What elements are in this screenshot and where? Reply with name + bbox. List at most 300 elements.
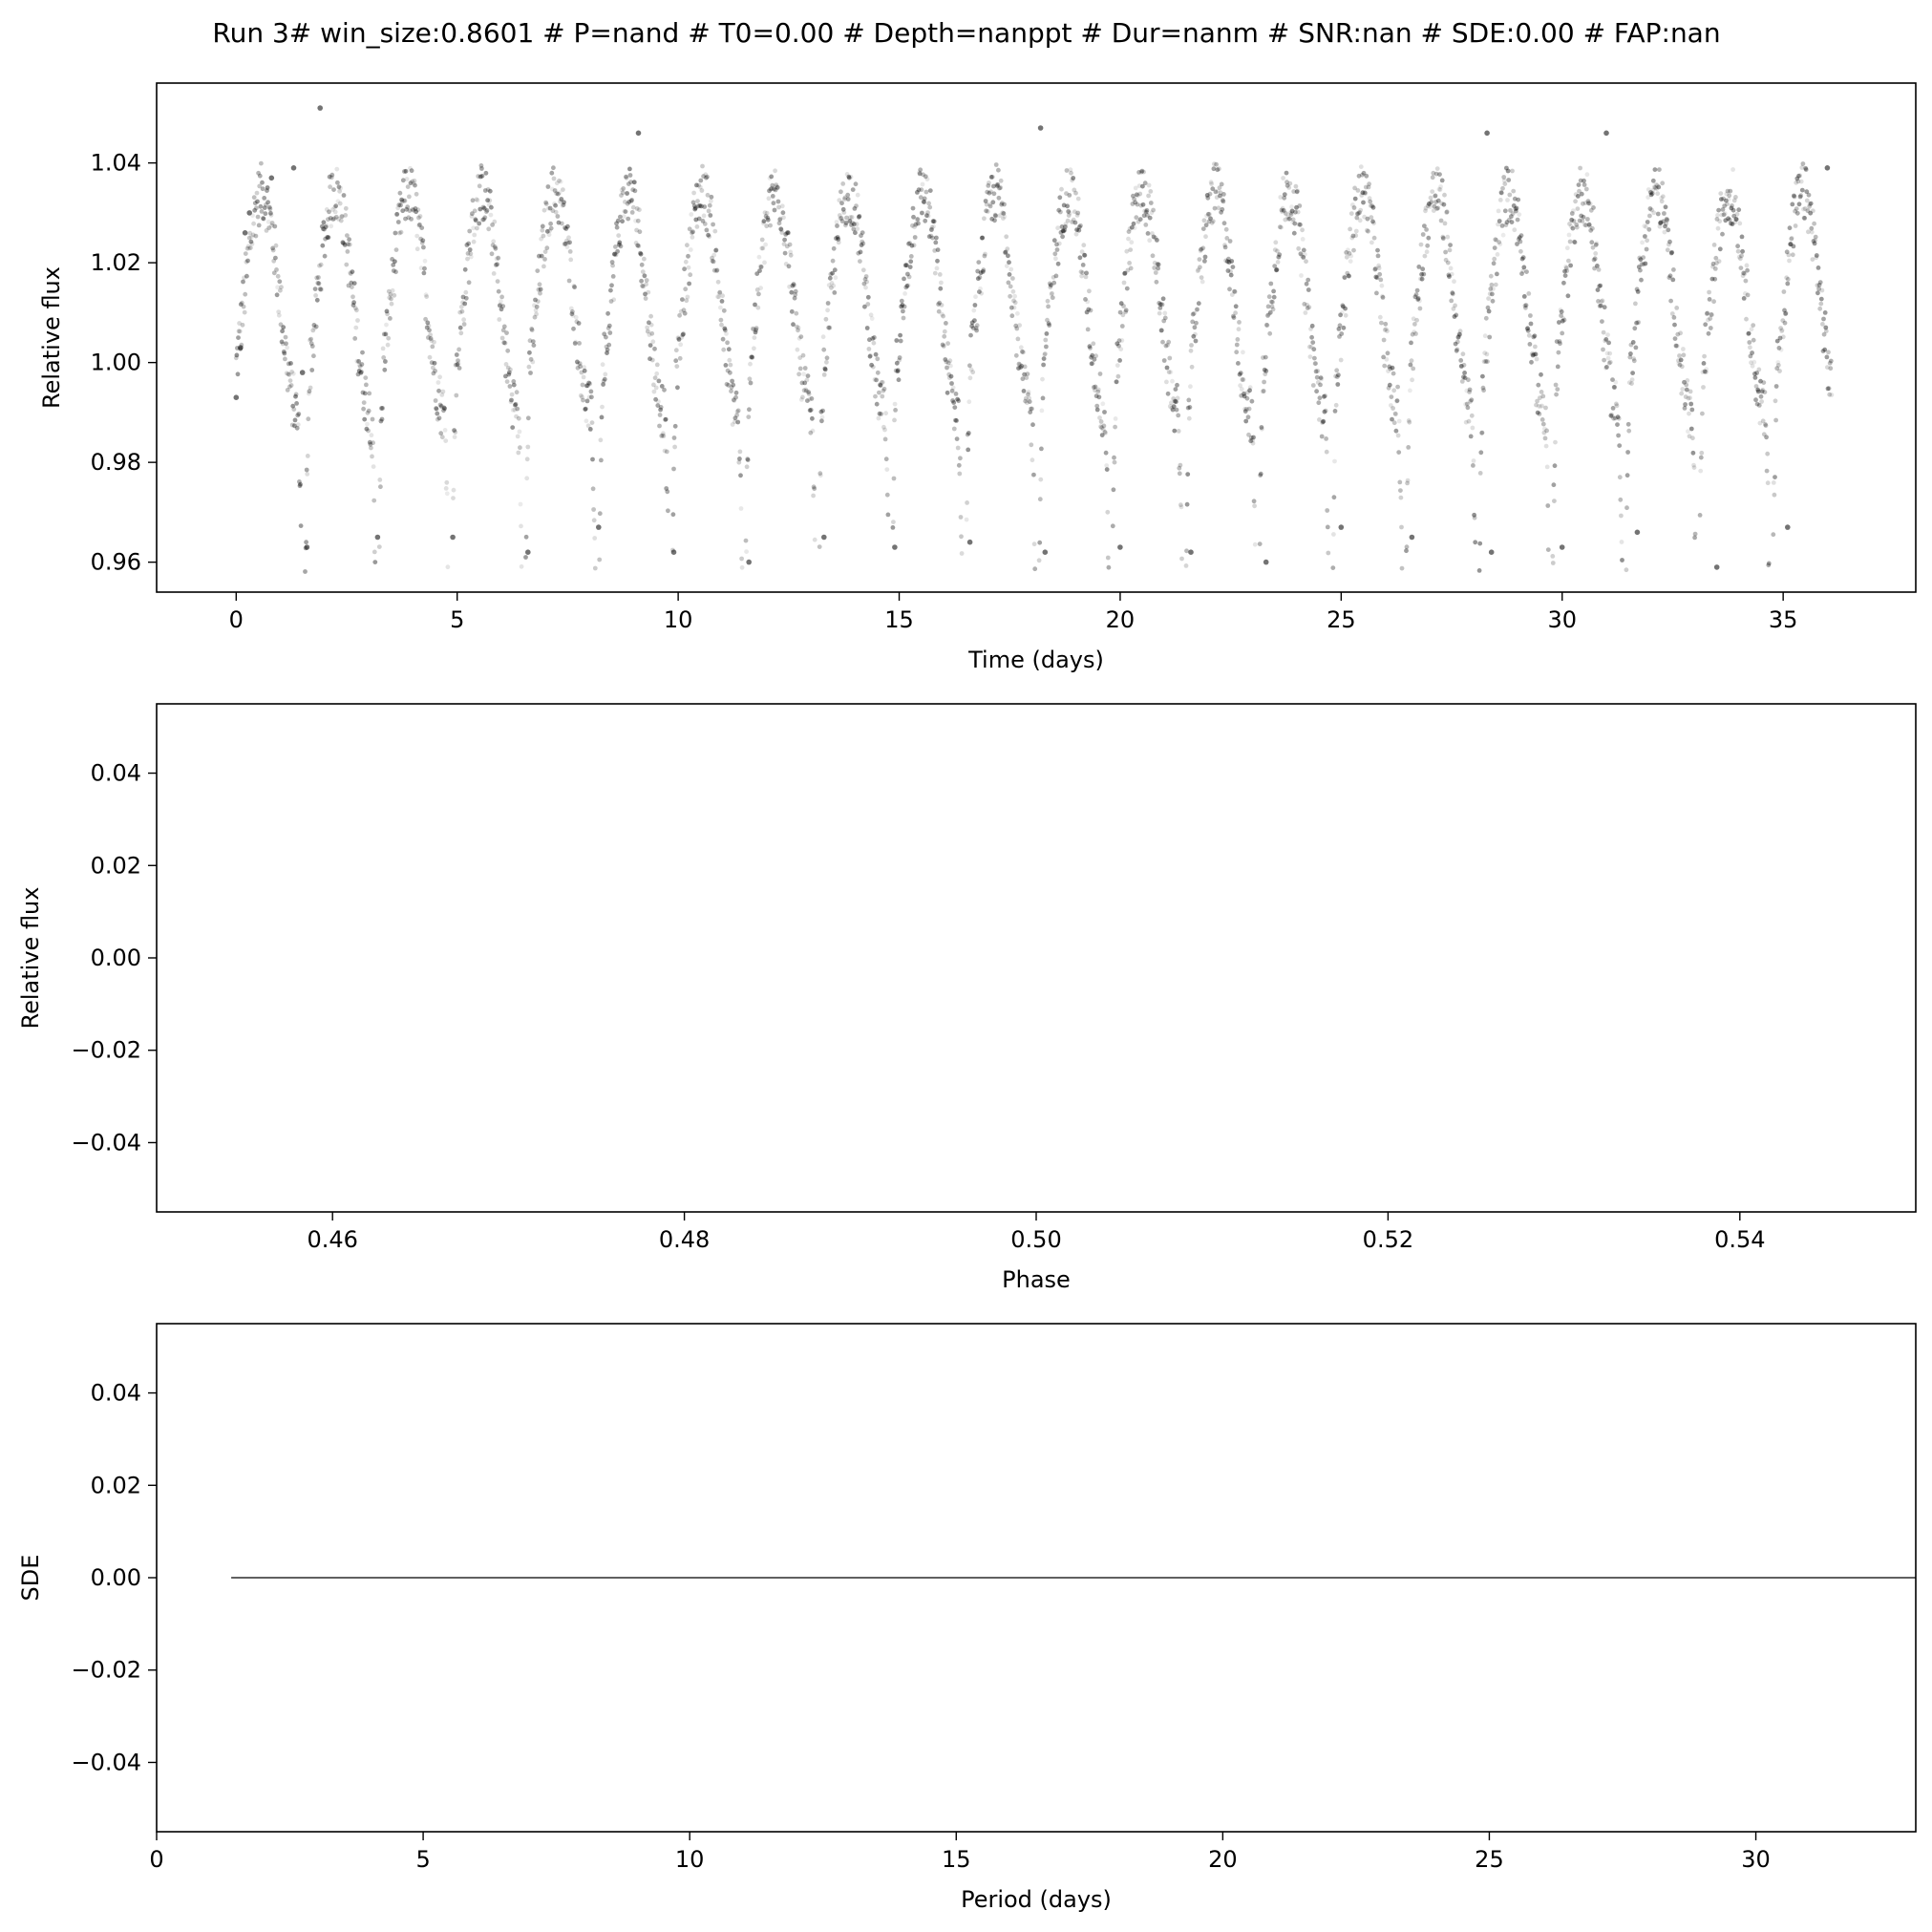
periodogram-y-tick-label: −0.04	[71, 1749, 141, 1776]
lightcurve-point	[1441, 236, 1446, 241]
lightcurve-point	[1392, 420, 1397, 425]
lightcurve-point	[1312, 356, 1317, 361]
lightcurve-point	[1375, 248, 1380, 253]
lightcurve-point	[1798, 193, 1803, 198]
lightcurve-point	[902, 316, 906, 321]
lightcurve-point	[1546, 547, 1551, 552]
lightcurve-point	[458, 326, 463, 330]
lightcurve-point	[1088, 346, 1093, 350]
lightcurve-point	[1492, 261, 1497, 265]
lightcurve-point	[1148, 216, 1153, 221]
lightcurve-point	[345, 233, 350, 238]
lightcurve-point	[1198, 257, 1202, 262]
lightcurve-point	[959, 515, 964, 520]
lightcurve-point	[432, 340, 436, 345]
lightcurve-point	[1816, 265, 1821, 270]
lightcurve-point	[765, 211, 770, 216]
lightcurve-point	[1320, 435, 1325, 439]
lightcurve-point	[711, 260, 716, 265]
lightcurve-point	[1197, 301, 1201, 306]
lightcurve-point	[427, 328, 432, 332]
lightcurve-point	[319, 263, 324, 267]
lightcurve-point	[1325, 508, 1329, 513]
lightcurve-point	[393, 231, 398, 236]
lightcurve-point	[362, 417, 367, 422]
lightcurve-point	[712, 229, 717, 234]
lightcurve-point	[1634, 346, 1639, 350]
lightcurve-point	[735, 420, 740, 425]
lightcurve-point	[973, 303, 978, 308]
lightcurve-point	[1117, 358, 1122, 363]
lightcurve-point	[467, 280, 472, 285]
lightcurve-point	[885, 493, 890, 498]
lightcurve-point	[1453, 304, 1457, 308]
lightcurve-point	[1554, 393, 1559, 397]
lightcurve-point	[544, 202, 549, 206]
lightcurve-point	[456, 348, 461, 352]
lightcurve-point	[923, 197, 927, 202]
lightcurve-point	[304, 540, 308, 544]
lightcurve-point	[1055, 247, 1060, 252]
lightcurve-point	[1060, 234, 1065, 239]
lightcurve-point	[462, 322, 467, 327]
lightcurve-point	[257, 223, 262, 228]
lightcurve-point	[858, 259, 862, 264]
lightcurve-point	[391, 288, 395, 293]
lightcurve-point	[1010, 276, 1015, 281]
lightcurve-point	[775, 185, 780, 190]
lightcurve-point	[468, 247, 473, 252]
lightcurve-point	[876, 371, 881, 375]
lightcurve-point	[1674, 306, 1679, 310]
lightcurve-point	[1242, 377, 1246, 382]
lightcurve-point	[475, 226, 479, 231]
lightcurve-point	[574, 315, 579, 320]
lightcurve-point	[477, 222, 481, 226]
lightcurve-point	[380, 406, 385, 411]
lightcurve-point	[1223, 245, 1228, 250]
lightcurve-point	[1217, 166, 1221, 171]
lightcurve-point	[1286, 185, 1291, 190]
lightcurve-point	[650, 358, 655, 363]
lightcurve-point	[1220, 182, 1224, 187]
lightcurve-point	[1682, 352, 1687, 357]
lightcurve-point	[1277, 252, 1282, 257]
lightcurve-point	[1593, 256, 1598, 261]
lightcurve-point	[320, 244, 325, 248]
lightcurve-point	[615, 225, 620, 230]
lightcurve-point	[1038, 478, 1043, 482]
lightcurve-point	[598, 511, 603, 516]
lightcurve-point	[1240, 387, 1244, 392]
lightcurve-point	[1174, 387, 1178, 392]
lightcurve-y-tick-label: 1.02	[90, 249, 141, 277]
lightcurve-point	[1585, 172, 1590, 177]
lightcurve-point	[801, 372, 806, 376]
lightcurve-point	[657, 424, 662, 429]
lightcurve-point	[1518, 249, 1523, 254]
lightcurve-point	[1050, 291, 1054, 296]
lightcurve-point	[1236, 361, 1241, 366]
lightcurve-point	[1647, 214, 1652, 219]
lightcurve-point	[718, 306, 723, 310]
lightcurve-point	[1408, 389, 1412, 393]
lightcurve-point	[1712, 277, 1717, 282]
lightcurve-point	[1529, 360, 1534, 365]
lightcurve-point	[1235, 343, 1240, 348]
lightcurve-point	[1351, 248, 1356, 253]
lightcurve-point	[1026, 372, 1030, 376]
lightcurve-point	[607, 324, 612, 329]
lightcurve-point	[1184, 563, 1189, 568]
lightcurve-point	[271, 248, 276, 253]
lightcurve-point	[1052, 251, 1057, 256]
lightcurve-point	[593, 566, 598, 571]
lightcurve-point	[1707, 290, 1711, 295]
lightcurve-point	[534, 312, 539, 317]
lightcurve-point	[750, 355, 754, 360]
lightcurve-point	[1412, 322, 1417, 327]
lightcurve-point	[384, 332, 389, 337]
lightcurve-point	[542, 208, 547, 213]
lightcurve-point	[1672, 315, 1677, 320]
lightcurve-point	[1114, 416, 1118, 421]
lightcurve-point	[1558, 341, 1562, 346]
lightcurve-point	[956, 446, 961, 451]
lightcurve-point	[492, 220, 497, 224]
lightcurve-point	[1111, 523, 1115, 528]
periodogram-y-axis-label: SDE	[17, 1554, 44, 1602]
lightcurve-point	[1097, 394, 1102, 399]
lightcurve-point	[1597, 267, 1602, 272]
lightcurve-point	[908, 259, 913, 264]
lightcurve-point	[1349, 211, 1354, 216]
lightcurve-point	[241, 280, 245, 285]
lightcurve-point	[918, 167, 923, 172]
lightcurve-point	[1544, 444, 1549, 449]
lightcurve-point	[927, 205, 932, 210]
lightcurve-point	[1046, 305, 1051, 309]
lightcurve-point	[792, 284, 796, 288]
lightcurve-point	[1449, 299, 1454, 304]
lightcurve-point	[628, 173, 633, 178]
lightcurve-point	[305, 472, 309, 477]
lightcurve-point	[611, 274, 616, 279]
phase-x-tick-label: 0.52	[1362, 1226, 1414, 1253]
lightcurve-point	[1041, 363, 1046, 368]
lightcurve-point	[360, 362, 365, 367]
lightcurve-point	[291, 407, 296, 412]
lightcurve-point	[1411, 367, 1415, 372]
lightcurve-point	[1748, 345, 1752, 350]
lightcurve-point	[1116, 374, 1121, 379]
lightcurve-point	[1019, 345, 1024, 350]
lightcurve-point	[689, 212, 693, 217]
lightcurve-point	[923, 219, 927, 223]
lightcurve-point	[619, 244, 624, 248]
lightcurve-point	[1053, 256, 1058, 261]
lightcurve-point	[528, 371, 533, 375]
lightcurve-point	[686, 254, 690, 259]
lightcurve-point	[1410, 377, 1414, 382]
lightcurve-point	[589, 390, 594, 394]
lightcurve-point	[724, 363, 729, 368]
lightcurve-point	[877, 416, 881, 421]
lightcurve-point	[920, 187, 924, 192]
lightcurve-point	[1497, 219, 1502, 223]
lightcurve-point	[1221, 200, 1226, 204]
lightcurve-point	[658, 413, 663, 417]
lightcurve-point	[1664, 204, 1668, 209]
lightcurve-point	[1172, 429, 1177, 434]
lightcurve-sample-point	[300, 370, 306, 375]
lightcurve-point	[645, 278, 649, 283]
lightcurve-point	[482, 215, 487, 220]
lightcurve-point	[727, 358, 732, 363]
lightcurve-point	[1756, 368, 1761, 372]
lightcurve-point	[1744, 317, 1749, 322]
lightcurve-point	[1431, 175, 1435, 180]
lightcurve-point	[652, 347, 657, 351]
lightcurve-point	[427, 324, 432, 329]
lightcurve-point	[1081, 243, 1086, 247]
lightcurve-point	[968, 375, 973, 380]
lightcurve-point	[1566, 259, 1571, 264]
periodogram-x-tick-label: 5	[415, 1846, 431, 1873]
lightcurve-point	[508, 384, 513, 389]
lightcurve-point	[1821, 317, 1826, 322]
lightcurve-point	[484, 171, 489, 176]
lightcurve-point	[768, 223, 773, 228]
lightcurve-point	[812, 486, 817, 491]
lightcurve-point	[542, 257, 547, 262]
lightcurve-point	[630, 210, 635, 215]
lightcurve-point	[763, 243, 768, 247]
lightcurve-point	[1827, 386, 1832, 391]
lightcurve-point	[1193, 332, 1198, 337]
lightcurve-point	[1414, 318, 1419, 323]
lightcurve-point	[734, 391, 739, 395]
lightcurve-point	[1521, 255, 1526, 260]
lightcurve-point	[1632, 358, 1637, 363]
lightcurve-point	[351, 300, 356, 305]
lightcurve-point	[1445, 209, 1450, 214]
lightcurve-point	[966, 399, 971, 404]
lightcurve-point	[1420, 266, 1425, 271]
lightcurve-point	[1016, 337, 1021, 342]
lightcurve-point	[1498, 198, 1503, 202]
lightcurve-point	[327, 235, 331, 240]
lightcurve-point	[437, 374, 442, 379]
lightcurve-point	[1689, 427, 1694, 432]
lightcurve-point	[1711, 299, 1716, 304]
lightcurve-point	[435, 407, 439, 412]
lightcurve-point	[258, 174, 263, 179]
lightcurve-point	[1323, 393, 1327, 398]
lightcurve-point	[1343, 307, 1348, 311]
lightcurve-point	[803, 366, 808, 371]
lightcurve-point	[285, 346, 289, 350]
lightcurve-point	[381, 347, 386, 351]
lightcurve-point	[335, 180, 340, 185]
lightcurve-point	[1336, 372, 1341, 377]
lightcurve-y-tick-label: 0.98	[90, 449, 141, 477]
lightcurve-point	[1067, 193, 1072, 198]
lightcurve-point	[1326, 551, 1330, 556]
lightcurve-point	[673, 358, 678, 363]
lightcurve-point	[940, 303, 945, 308]
lightcurve-point	[824, 317, 829, 322]
lightcurve-point	[1045, 331, 1050, 336]
lightcurve-point	[339, 219, 344, 223]
lightcurve-point	[1800, 188, 1805, 193]
lightcurve-point	[886, 513, 891, 518]
lightcurve-point	[1176, 396, 1180, 401]
lightcurve-point	[657, 379, 662, 384]
lightcurve-point	[933, 241, 938, 245]
lightcurve-point	[702, 214, 707, 219]
lightcurve-point	[1624, 505, 1629, 510]
lightcurve-point	[1138, 217, 1143, 222]
lightcurve-point	[1638, 268, 1643, 273]
lightcurve-point	[1582, 179, 1586, 183]
lightcurve-point	[926, 202, 931, 206]
lightcurve-point	[404, 169, 409, 174]
lightcurve-point	[1233, 310, 1238, 315]
lightcurve-point	[1409, 363, 1413, 368]
lightcurve-point	[567, 240, 572, 244]
lightcurve-point	[281, 325, 286, 329]
lightcurve-point	[1104, 463, 1109, 468]
lightcurve-point	[1127, 261, 1132, 265]
lightcurve-point	[1486, 296, 1491, 301]
lightcurve-point	[1445, 235, 1450, 240]
lightcurve-point	[745, 464, 750, 469]
periodogram-y-tick-label: 0.04	[90, 1379, 141, 1407]
lightcurve-point	[1007, 260, 1011, 265]
lightcurve-point	[561, 187, 565, 192]
lightcurve-point	[884, 456, 889, 461]
lightcurve-point	[1571, 208, 1576, 213]
lightcurve-point	[1157, 263, 1161, 267]
lightcurve-point	[1324, 436, 1328, 441]
lightcurve-point	[508, 368, 513, 372]
lightcurve-point	[1618, 498, 1623, 502]
lightcurve-point	[1353, 197, 1358, 202]
lightcurve-point	[681, 331, 686, 336]
lightcurve-point	[1155, 280, 1159, 285]
lightcurve-point	[518, 430, 522, 435]
lightcurve-point	[849, 175, 854, 180]
lightcurve-point	[1128, 247, 1133, 252]
lightcurve-point	[1656, 185, 1661, 190]
lightcurve-point	[1396, 450, 1401, 455]
lightcurve-point	[372, 550, 377, 555]
lightcurve-point	[406, 184, 411, 189]
lightcurve-point	[1184, 548, 1189, 553]
lightcurve-point	[277, 279, 282, 284]
lightcurve-point	[443, 438, 448, 443]
lightcurve-point	[1567, 233, 1572, 238]
lightcurve-point	[683, 287, 688, 291]
lightcurve-point	[1510, 220, 1515, 224]
lightcurve-point	[1208, 192, 1213, 197]
lightcurve-point	[608, 288, 613, 293]
lightcurve-point	[971, 308, 976, 313]
lightcurve-point	[317, 281, 322, 286]
lightcurve-point	[1189, 343, 1194, 348]
lightcurve-point	[1103, 431, 1108, 435]
lightcurve-point	[641, 269, 646, 274]
lightcurve-point	[510, 425, 515, 430]
lightcurve-point	[567, 279, 572, 284]
lightcurve-point	[284, 341, 288, 346]
lightcurve-point	[1291, 218, 1296, 223]
lightcurve-sample-point	[1635, 530, 1641, 536]
lightcurve-point	[464, 296, 469, 301]
lightcurve-point	[313, 287, 318, 291]
lightcurve-point	[1038, 497, 1043, 501]
lightcurve-point	[1391, 406, 1395, 411]
lightcurve-point	[352, 336, 357, 341]
lightcurve-point	[954, 392, 959, 396]
lightcurve-point	[1489, 274, 1494, 279]
lightcurve-point	[659, 405, 664, 410]
lightcurve-point	[393, 269, 398, 274]
lightcurve-point	[1828, 366, 1833, 371]
lightcurve-point	[566, 235, 571, 240]
lightcurve-point	[1698, 469, 1703, 474]
lightcurve-point	[377, 544, 382, 549]
lightcurve-point	[1480, 431, 1485, 435]
lightcurve-point	[1702, 354, 1707, 359]
lightcurve-point	[1560, 331, 1564, 336]
lightcurve-point	[1688, 395, 1692, 400]
lightcurve-point	[1502, 181, 1507, 186]
lightcurve-point	[1430, 189, 1434, 194]
lightcurve-point	[1500, 186, 1505, 191]
lightcurve-point	[1267, 294, 1272, 299]
figure-title: Run 3# win_size:0.8601 # P=nand # T0=0.00 # Depth=nanppt # Dur=nanm # SNR:nan # SDE:0.00 # FAP:nan	[212, 17, 1721, 49]
lightcurve-point	[1378, 315, 1383, 320]
lightcurve-point	[350, 294, 355, 299]
lightcurve-point	[1653, 167, 1658, 172]
lightcurve-point	[1102, 410, 1107, 414]
lightcurve-point	[1740, 249, 1745, 254]
lightcurve-point	[611, 297, 616, 302]
lightcurve-point	[457, 366, 462, 371]
lightcurve-point	[343, 213, 348, 218]
lightcurve-point	[1292, 231, 1297, 236]
lightcurve-point	[1224, 227, 1229, 232]
lightcurve-point	[920, 211, 924, 216]
lightcurve-point	[1600, 319, 1604, 324]
lightcurve-point	[440, 435, 445, 439]
lightcurve-point	[1693, 532, 1698, 537]
lightcurve-point	[1505, 198, 1510, 202]
lightcurve-point	[500, 304, 505, 308]
lightcurve-point	[1065, 203, 1070, 208]
lightcurve-point	[1022, 389, 1027, 393]
phase-x-tick-label: 0.54	[1714, 1226, 1766, 1253]
lightcurve-point	[1296, 246, 1301, 251]
lightcurve-point	[1176, 414, 1180, 418]
lightcurve-point	[1382, 364, 1387, 369]
lightcurve-point	[599, 458, 604, 463]
lightcurve-point	[589, 394, 594, 399]
lightcurve-point	[1195, 308, 1200, 312]
lightcurve-point	[1220, 207, 1224, 212]
